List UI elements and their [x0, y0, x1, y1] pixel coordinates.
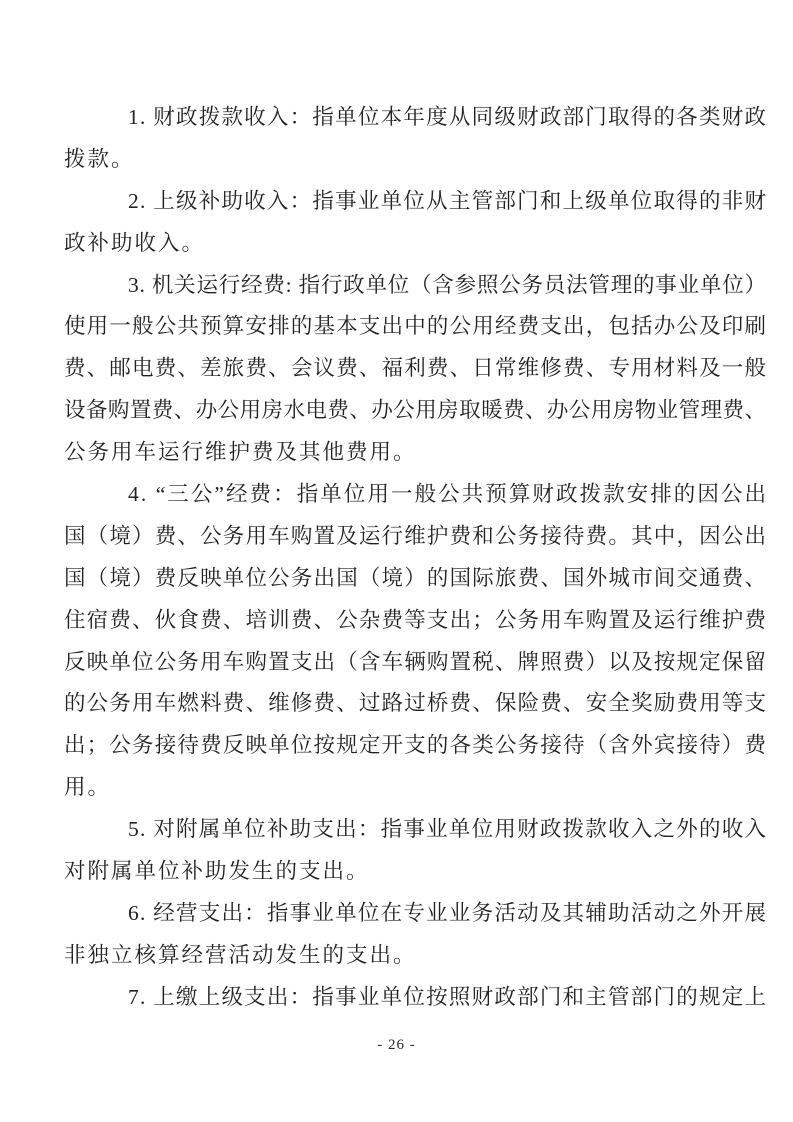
text-line [64, 265, 766, 307]
text-line-content: 的公务用车燃料费、维修费、过路过桥费、保险费、安全奖励费用等支 [64, 691, 768, 716]
item-1-caizheng-bokuan-shouru [64, 97, 766, 181]
text-line-content: 用。 [64, 775, 112, 800]
text-line [64, 390, 766, 432]
text-line [64, 97, 766, 139]
text-line-content: 国（境）费、公务用车购置及运行维护费和公务接待费。其中，因公出 [64, 523, 768, 548]
item-5-dui-fushu-danwei-buzhu-zhichu [64, 809, 766, 893]
text-line [64, 139, 766, 181]
page-number: - 26 - [377, 1037, 416, 1053]
item-2-shangji-buzhu-shouru [64, 181, 766, 265]
text-line [64, 642, 766, 684]
text-line [64, 893, 766, 935]
text-line-content: 4. “三公”经费：指单位用一般公共预算财政拨款安排的因公出 [128, 482, 769, 507]
text-line [64, 558, 766, 600]
document-body [64, 97, 769, 1019]
text-line [64, 600, 766, 642]
text-line-content: 3. 机关运行经费: 指行政单位（含参照公务员法管理的事业单位） [128, 272, 767, 297]
text-line [64, 935, 766, 977]
text-line [64, 977, 766, 1019]
text-line [64, 306, 766, 348]
text-line [64, 223, 766, 265]
text-line-content: 公务用车运行维护费及其他费用。 [64, 440, 417, 465]
text-line-content: 拨款。 [64, 146, 135, 171]
item-3-jiguan-yunxing-jingfei [64, 265, 766, 474]
text-line-content: 非独立核算经营活动发生的支出。 [64, 942, 417, 967]
item-7-shangjiao-shangji-zhichu [64, 977, 766, 1019]
item-6-jingying-zhichu [64, 893, 766, 977]
text-line-content: 国（境）费反映单位公务出国（境）的国际旅费、国外城市间交通费、 [64, 565, 768, 590]
text-line [64, 725, 766, 767]
text-line [64, 516, 766, 558]
text-line-content: 对附属单位补助发生的支出。 [64, 859, 370, 884]
text-line-content: 政补助收入。 [64, 230, 206, 255]
text-line-content: 费、邮电费、差旅费、会议费、福利费、日常维修费、专用材料及一般 [64, 356, 768, 381]
text-line [64, 432, 766, 474]
text-line [64, 474, 769, 516]
text-line-content: 1. 财政拨款收入：指单位本年度从同级财政部门取得的各类财政 [128, 105, 768, 129]
text-line [64, 683, 766, 725]
text-line [64, 767, 766, 809]
text-line-content: 6. 经营支出：指事业单位在专业业务活动及其辅助活动之外开展 [128, 900, 768, 925]
text-line-content: 反映单位公务用车购置支出（含车辆购置税、牌照费）以及按规定保留 [64, 649, 768, 674]
item-4-sangong-jingfei [64, 474, 769, 809]
text-line-content: 使用一般公共预算安排的基本支出中的公用经费支出，包括办公及印刷 [64, 314, 768, 339]
text-line-content: 设备购置费、办公用房水电费、办公用房取暖费、办公用房物业管理费、 [64, 398, 767, 423]
text-line-content: 出；公务接待费反映单位按规定开支的各类公务接待（含外宾接待）费 [64, 733, 768, 758]
text-line-content: 2. 上级补助收入：指事业单位从主管部门和上级单位取得的非财 [128, 188, 768, 213]
text-line [64, 851, 766, 893]
text-line [64, 181, 766, 223]
text-line-content: 住宿费、伙食费、培训费、公杂费等支出；公务用车购置及运行维护费 [64, 607, 768, 632]
text-line [64, 348, 766, 390]
text-line [64, 809, 766, 851]
text-line-content: 5. 对附属单位补助支出：指事业单位用财政拨款收入之外的收入 [128, 817, 768, 842]
text-line-content: 7. 上缴上级支出：指事业单位按照财政部门和主管部门的规定上 [128, 984, 768, 1009]
